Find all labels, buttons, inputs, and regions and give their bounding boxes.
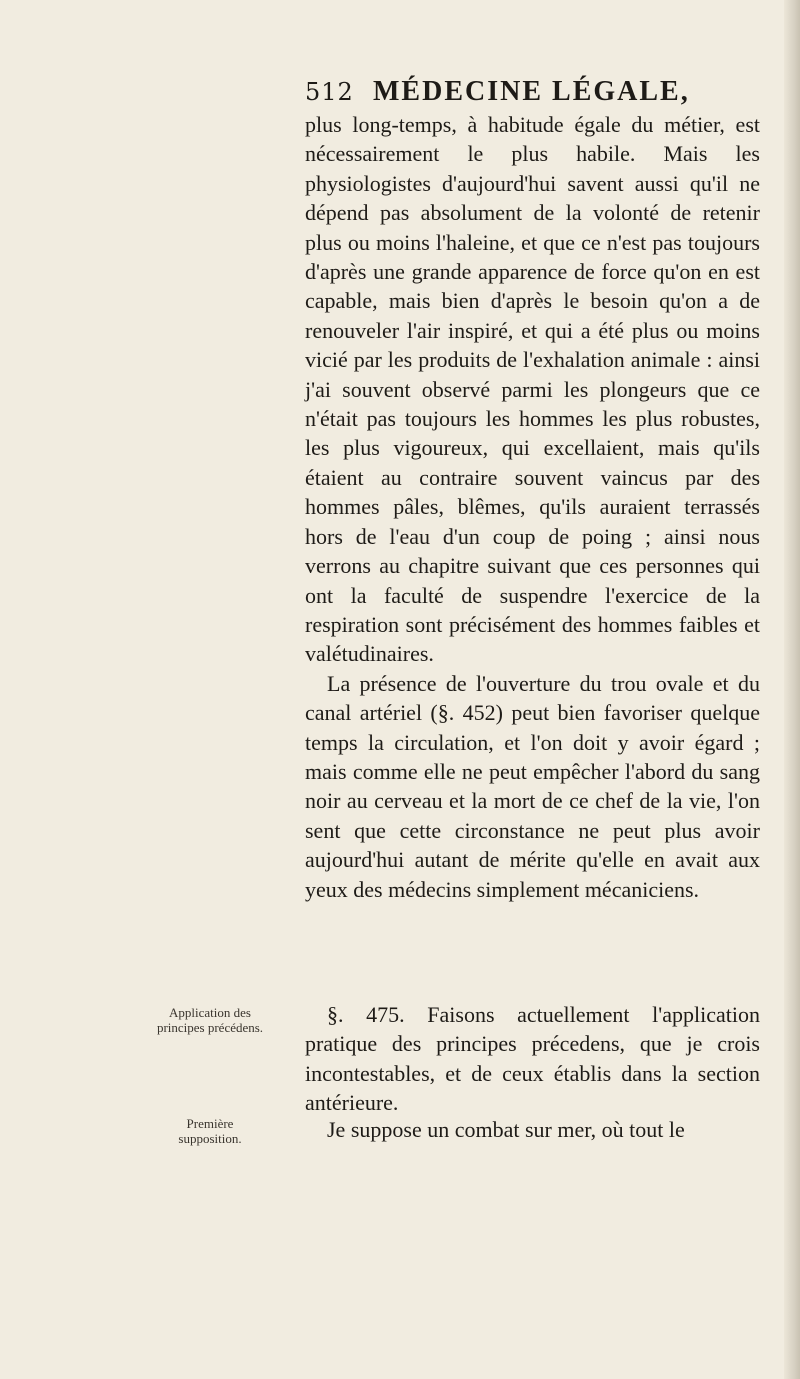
margin-note-application: Application des principes précédens.	[156, 1005, 264, 1035]
paragraph-3: §. 475. Faisons actuellement l'application pratique des principes précedens, que je crois incontestables, et de ceux établis dans la section antérieure.	[305, 1002, 760, 1116]
paragraph-1: plus long-temps, à habitude égale du métier, est nécessairement le plus habile. Mais les physiologistes d'aujourd'hui savent aussi qu'il ne dépend pas absolument de la volonté de retenir plus ou moins l'haleine, et que ce n'est pas toujours d'après une grande apparence de force qu'on en est capable, mais bien d'après le besoin qu'on a de renouveler l'air inspiré, et qui a été plus ou moins vicié par les produits de l'exhalation animale : ainsi j'ai souvent observé parmi les plongeurs que ce n'était pas toujours les hommes les plus robustes, les plus vigoureux, qui excellaient, mais qu'ils étaient au contraire souvent vaincus par des hommes pâles, blêmes, qu'ils auraient terrassés hors de l'eau d'un coup de poing ; ainsi nous verrons au chapitre suivant que ces personnes qui ont la faculté de suspendre l'exercice de la respiration sont précisément des hommes faibles et valétudinaires.	[305, 112, 760, 667]
page-number: 512	[305, 78, 354, 106]
main-text	[305, 110, 760, 904]
margin-note-supposition: Première supposition.	[178, 1116, 242, 1146]
page-header	[305, 76, 725, 110]
page-edge	[784, 0, 800, 1379]
running-title: MÉDECINE LÉGALE,	[373, 76, 690, 107]
paragraph-2: La présence de l'ouverture du trou ovale et du canal artériel (§. 452) peut bien favoriser quelque temps la circulation, et l'on doit y avoir égard ; mais comme elle ne peut empêcher l'abord du sang noir au cerveau et la mort de ce chef de la vie, l'on sent que cette circonstance ne peut plus avoir aujourd'hui autant de mérite qu'elle en avait aux yeux des médecins simplement mécaniciens.	[305, 670, 760, 902]
section-continued	[305, 1115, 760, 1144]
paragraph-4: Je suppose un combat sur mer, où tout le	[327, 1117, 685, 1142]
section-475	[305, 1000, 760, 1118]
